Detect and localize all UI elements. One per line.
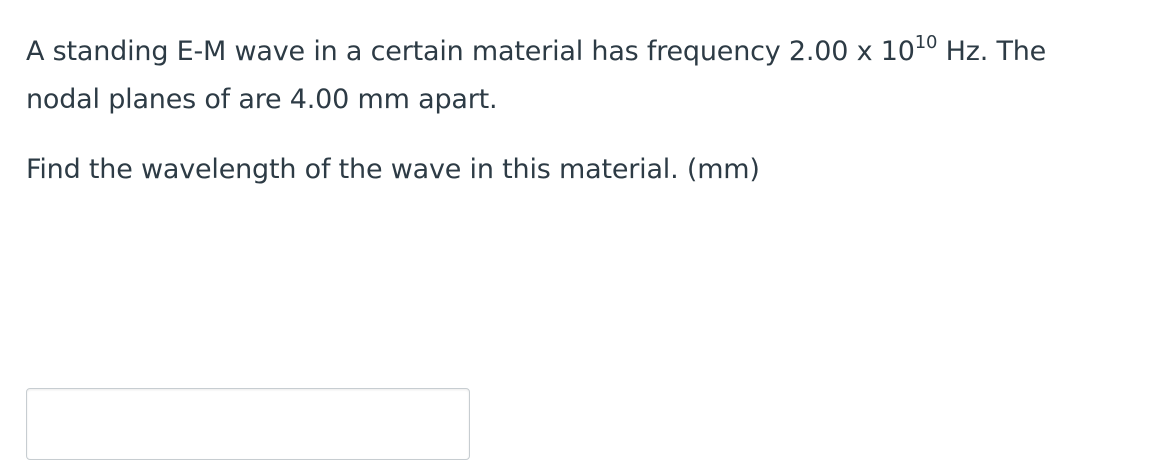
answer-input[interactable] [26, 388, 470, 460]
frequency-exponent: 10 [914, 32, 938, 53]
statement-line1-pre: A standing E-M wave in a certain material has frequency 2.00 x 10 [26, 36, 915, 67]
question-text [26, 28, 1126, 194]
question-prompt: Find the wavelength of the wave in this material. (mm) [26, 154, 760, 185]
question-statement [26, 28, 1126, 124]
statement-line2: nodal planes of are 4.00 mm apart. [26, 84, 498, 115]
statement-line1-post: Hz. The [937, 36, 1047, 67]
